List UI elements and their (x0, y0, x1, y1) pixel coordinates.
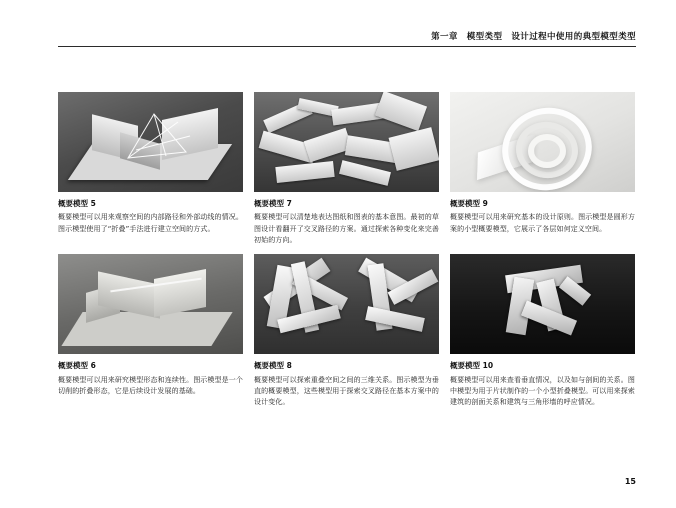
figure-image-concept-model-10 (450, 254, 635, 354)
header-divider (58, 46, 636, 47)
folded-plane (365, 306, 425, 332)
figure-caption-body-10: 概要模型可以用来查看垂直情况，以及如与剖间的关系。图中模型为用于片状制作的一个小型折叠模型。可以用来探索建筑的剖面关系和建筑与三角形墙的呼应情况。 (450, 375, 635, 407)
page-header (58, 30, 636, 42)
paper-strip (389, 127, 439, 171)
figure-caption-body-5: 概要模型可以用来观察空间的内部路径和外部动线的情况。图示模型使用了“折叠”手法进行建立空间的方式。 (58, 213, 243, 233)
figure-cell-8 (254, 254, 439, 408)
figure-image-concept-model-8 (254, 254, 439, 354)
figure-caption-title-6: 概要模型 6 (58, 361, 96, 371)
photo-artwork-5 (58, 92, 243, 192)
page-number: 15 (624, 477, 636, 486)
figure-image-concept-model-5 (58, 92, 243, 192)
figure-cell-9 (450, 92, 635, 246)
figure-caption-body-7: 概要模型可以清楚地表达图纸和图表的基本意图。最初的草图设计看翻开了交叉路径的方案。通过探索各种变化来完善初始的方向。 (254, 213, 439, 245)
photo-artwork-6 (58, 254, 243, 354)
figure-cell-5 (58, 92, 243, 246)
figure-cell-7 (254, 92, 439, 246)
figure-caption-title-9: 概要模型 9 (450, 199, 488, 208)
photo-artwork-7 (254, 92, 439, 192)
figure-cell-6 (58, 254, 243, 408)
photo-artwork-10 (450, 254, 635, 354)
photo-artwork-8 (254, 254, 439, 354)
spiral-ring-inner (528, 134, 566, 168)
figure-image-concept-model-7 (254, 92, 439, 192)
header-chapter-number: 第一章 (431, 32, 458, 42)
figure-cell-10 (450, 254, 635, 408)
model-volume-b (154, 269, 206, 317)
figure-grid (58, 92, 636, 409)
figure-caption-body-9: 概要模型可以用来研究基本的设计原则。图示模型是圆形方案的小型概要模型，它展示了各层如何定义空间。 (450, 213, 635, 233)
paper-strip (304, 128, 353, 163)
paper-strip (339, 160, 391, 186)
figure-caption-title-5: 概要模型 5 (58, 199, 96, 208)
figure-image-concept-model-6 (58, 254, 243, 354)
model-wireframe-lines (58, 92, 243, 192)
photo-artwork-9 (450, 92, 635, 192)
figure-caption-title-7: 概要模型 7 (254, 199, 292, 208)
header-chapter-title: 模型类型 (466, 32, 503, 42)
figure-caption-title-8: 概要模型 8 (254, 361, 292, 371)
figure-caption-body-6: 概要模型可以用来研究模型形态和连续性。图示模型是一个切削的折叠形态，它是后续设计发展的基础。 (58, 375, 243, 396)
paper-strip (275, 161, 334, 183)
figure-caption-title-10: 概要模型 10 (450, 361, 494, 371)
figure-caption-body-8: 概要模型可以探索重叠空间之间的三维关系。图示模型为垂直的概要模型，这些模型用于探索交叉路径在基本方案中的设计变化。 (254, 375, 439, 407)
header-chapter-subtitle: 设计过程中使用的典型模型类型 (511, 32, 636, 42)
figure-image-concept-model-9 (450, 92, 635, 192)
paper-strip (375, 92, 427, 131)
